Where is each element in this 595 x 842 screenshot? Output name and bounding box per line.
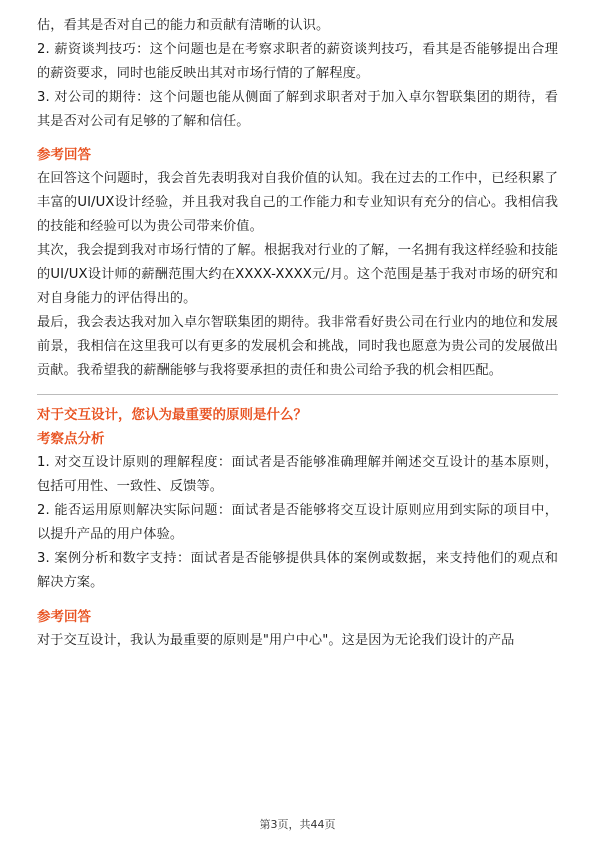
analysis-point-3: 3. 对公司的期待：这个问题也能从侧面了解到求职者对于加入卓尔智联集团的期待，看其是否对公司有足够的了解和信任。 xyxy=(37,90,558,129)
answer-paragraph-3: 最后，我会表达我对加入卓尔智联集团的期待。我非常看好贵公司在行业内的地位和发展前景，我相信在这里我可以有更多的发展机会和挑战，同时我也愿意为贵公司的发展做出贡献。我希望我的薪酬能够与我将要承担的责任和贵公司给予我的机会相匹配。 xyxy=(37,315,558,378)
analysis-point-1-tail: 估，看其是否对自己的能力和贡献有清晰的认识。 xyxy=(37,18,330,33)
analysis-point-2: 2. 薪资谈判技巧：这个问题也是在考察求职者的薪资谈判技巧，看其是否能够提出合理的薪资要求，同时也能反映出其对市场行情的了解程度。 xyxy=(37,42,558,81)
answer-paragraph-1: 对于交互设计，我认为最重要的原则是"用户中心"。这是因为无论我们设计的产品 xyxy=(37,633,515,648)
answer-paragraph-2: 其次，我会提到我对市场行情的了解。根据我对行业的了解，一名拥有我这样经验和技能的UI/UX设计师的薪酬范围大约在XXXX-XXXX元/月。这个范围是基于我对市场的研究和对自身能力的评估得出的。 xyxy=(37,243,558,306)
reference-answer-heading: 参考回答 xyxy=(37,609,91,625)
question-heading: 对于交互设计，您认为最重要的原则是什么？ xyxy=(37,407,307,423)
analysis-point-2: 2. 能否运用原则解决实际问题：面试者是否能够将交互设计原则应用到实际的项目中，以提升产品的用户体验。 xyxy=(37,503,558,542)
reference-answer-heading: 参考回答 xyxy=(37,147,91,163)
document-page xyxy=(37,14,558,653)
analysis-point-3: 3. 案例分析和数字支持：面试者是否能够提供具体的案例或数据，来支持他们的观点和解决方案。 xyxy=(37,551,558,590)
answer-paragraph-1: 在回答这个问题时，我会首先表明我对自我价值的认知。我在过去的工作中，已经积累了丰富的UI/UX设计经验，并且我对我自己的工作能力和专业知识有充分的信心。我相信我的技能和经验可以为贵公司带来价值。 xyxy=(37,171,558,234)
analysis-heading: 考察点分析 xyxy=(37,431,105,447)
page-number: 第3页，共44页 xyxy=(259,818,336,831)
analysis-point-1: 1. 对交互设计原则的理解程度：面试者是否能够准确理解并阐述交互设计的基本原则，包括可用性、一致性、反馈等。 xyxy=(37,455,558,494)
section-divider xyxy=(37,394,558,395)
